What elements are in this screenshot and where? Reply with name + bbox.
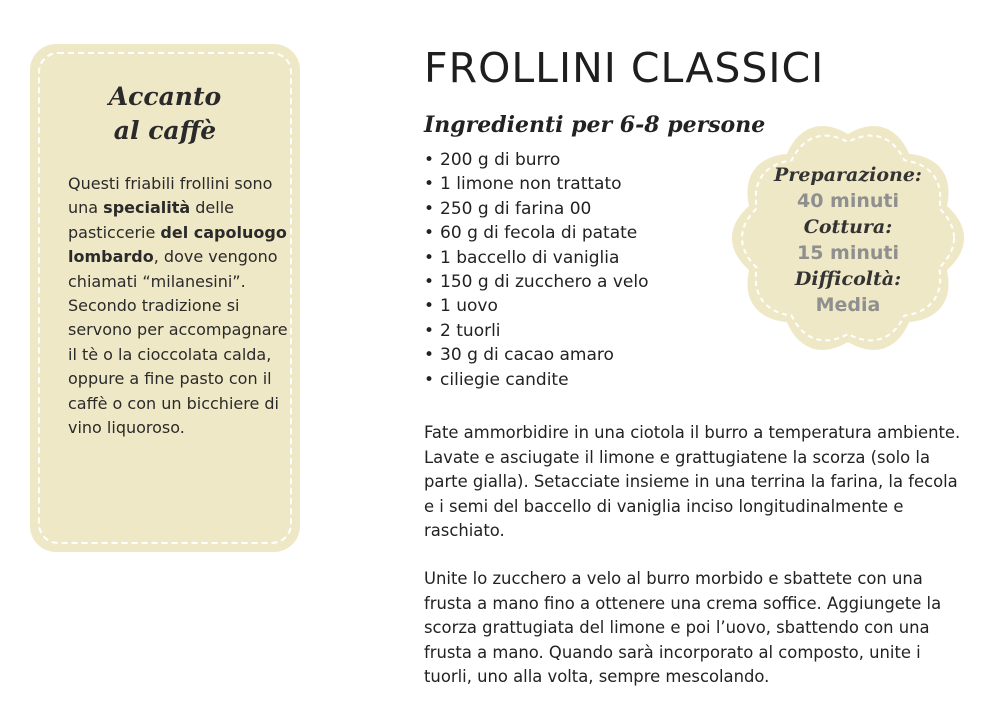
prep-label: Preparazione:	[774, 164, 922, 186]
cook-value: 15 minuti	[796, 242, 899, 264]
sidebar-title	[30, 80, 300, 148]
ingredient-item: • 60 g di fecola di patate	[424, 221, 649, 245]
ingredients-list	[424, 148, 649, 392]
ingredient-item: • 250 g di farina 00	[424, 197, 649, 221]
instructions-paragraph-2: Unite lo zucchero a velo al burro morbido e sbattete con una frusta a mano fino a ottenere una crema soffice. Aggiungete la scorza grattugiata del limone e poi l’uovo, sbattendo con una frusta a mano. Quando sarà incorporato al composto, unite i tuorli, uno alla volta, sempre mescolando.	[424, 569, 942, 687]
instructions-paragraph-1: Fate ammorbidire in una ciotola il burro a temperatura ambiente. Lavate e asciugate il limone e grattugiatene la scorza (solo la parte gialla). Setacciate insieme in una terrina la farina, la fecola e i semi del baccello di vaniglia inciso longitudinalmente e raschiato.	[424, 423, 961, 541]
sidebar-text-part2: delle pasticcerie	[68, 198, 235, 242]
difficulty-value: Media	[815, 294, 881, 316]
badge-text	[728, 162, 968, 318]
sidebar-text-bold1: specialità	[103, 198, 191, 218]
sidebar-text	[68, 172, 290, 440]
difficulty-label: Difficoltà:	[794, 268, 902, 290]
cook-label: Cottura:	[803, 216, 893, 238]
sidebar-title-line2: al caffè	[113, 116, 217, 145]
sidebar-text-part3: , dove vengono chiamati “milanesini”. Secondo tradizione si servono per accompagnare il tè o la cioccolata calda, oppure a fine pasto con il caffè o con un bicchiere di vino liquoroso.	[68, 247, 288, 438]
prep-value: 40 minuti	[796, 190, 899, 212]
ingredient-item: • 2 tuorli	[424, 319, 649, 343]
ingredient-item: • 30 g di cacao amaro	[424, 343, 649, 367]
ingredient-item: • ciliegie candite	[424, 368, 649, 392]
sidebar-text-bold2: del capoluogo lombardo	[68, 222, 287, 267]
ingredients-heading: Ingredienti per 6-8 persone	[424, 112, 766, 138]
ingredient-item: • 200 g di burro	[424, 148, 649, 172]
sidebar-title-line1: Accanto	[108, 82, 222, 111]
recipe-title: FROLLINI CLASSICI	[424, 44, 825, 92]
info-badge	[728, 118, 968, 358]
sidebar-box	[30, 44, 300, 552]
ingredient-item: • 1 uovo	[424, 294, 649, 318]
ingredient-item: • 1 limone non trattato	[424, 172, 649, 196]
sidebar-text-part1: Questi friabili frollini sono una	[68, 174, 273, 218]
ingredient-item: • 150 g di zucchero a velo	[424, 270, 649, 294]
ingredient-item: • 1 baccello di vaniglia	[424, 246, 649, 270]
